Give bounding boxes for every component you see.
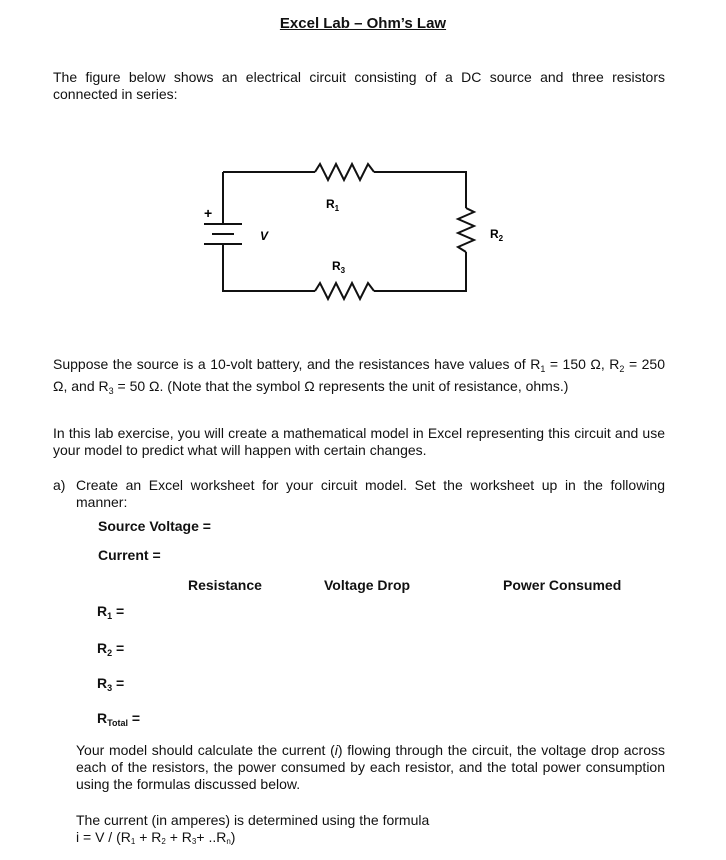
lab-paragraph: In this lab exercise, you will create a mathematical model in Excel representing this circuit and use your model to predict what will happen with certain changes. — [53, 425, 665, 458]
row-r1: $R_1$ = — [97, 603, 125, 621]
formula-intro: The current (in amperes) is determined using the formula — [76, 812, 430, 828]
row-r2: $R_2$ = — [97, 640, 125, 658]
voltage-label: V — [260, 229, 269, 243]
item-a-text: Create an Excel worksheet for your circuit model. Set the worksheet up in the following manner: — [76, 477, 665, 510]
column-power-consumed: Power Consumed — [503, 577, 622, 593]
row-rtotal: $R_{Total}$ = — [97, 710, 141, 728]
battery-plus-sign: + — [204, 205, 213, 221]
circuit-diagram — [190, 150, 520, 310]
column-voltage-drop: Voltage Drop — [324, 577, 411, 593]
wire-top-right — [374, 172, 466, 208]
row-r3: $R_3$ = — [97, 675, 125, 693]
r2-label: $R_2$ — [490, 227, 504, 243]
intro-paragraph: The figure below shows an electrical circuit consisting of a DC source and three resistors connected in series: — [53, 69, 665, 102]
resistor-r1-symbol — [315, 164, 374, 180]
page-title: Excel Lab – Ohm’s Law — [279, 15, 447, 32]
current-formula: i = V / (R1 + R2 + R3+ ..Rn) — [76, 829, 236, 846]
resistor-r3-symbol — [315, 283, 374, 299]
item-a-marker: a) — [53, 477, 66, 493]
model-paragraph: Your model should calculate the current (i) flowing through the circuit, the voltage drop across each of the resistors, the power consumed by each resistor, and the total power consumption using the formulas discussed below. — [76, 742, 665, 792]
resistor-r2-symbol — [458, 208, 474, 252]
r1-label: $R_1$ — [326, 197, 340, 213]
column-resistance: Resistance — [188, 577, 262, 593]
suppose-paragraph: Suppose the source is a 10-volt battery, and the resistances have values of $R_1 = 150$ Ω, $R_2 = 250$ Ω, and $R_3 = 50$ Ω. (Note that the symbol Ω represents the unit of resistance, ohms.) — [53, 356, 665, 396]
r3-label: $R_3$ — [332, 259, 346, 275]
source-voltage-label: Source Voltage = — [98, 518, 211, 534]
wire-bottom-left — [223, 244, 315, 291]
wire-right-lower — [374, 252, 466, 291]
current-label: Current = — [98, 547, 161, 563]
